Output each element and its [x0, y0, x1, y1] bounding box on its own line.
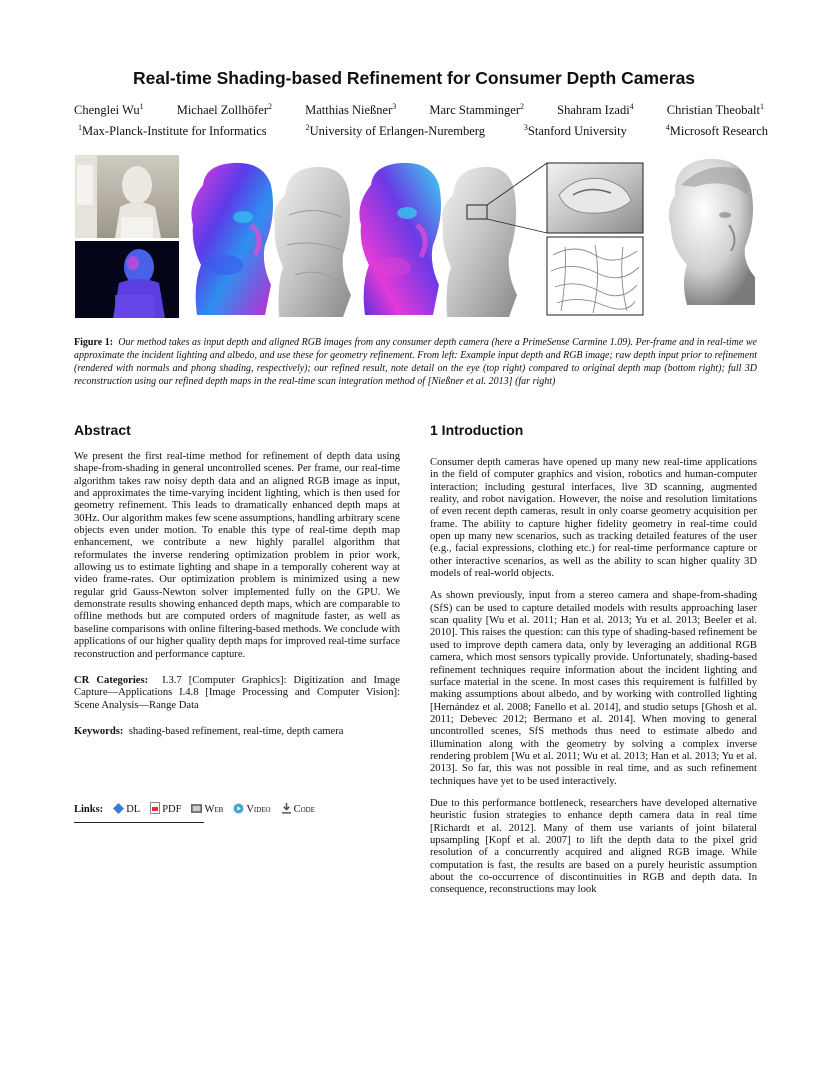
diamond-icon [113, 803, 124, 817]
abstract-text: We present the first real-time method for refinement of depth data using shape-from-shading in general uncontrolled scenes. Per frame, our real-time algorithm takes raw noisy depth data and an aligned RGB image as input, and approximates the time-varying incident lighting, which is then used for geometry refinement. This leads to dramatically enhanced depth maps at 30Hz. Our algorithm makes few scene assumptions, handling arbitrary scene objects even under motion. To enable this type of real-time depth map enhancement, we contribute a new highly parallel algorithm that reformulates the inverse rendering optimization problem in prior work, allowing us to estimate lighting and shape in a temporally coherent way at video frame-rates. Our optimization problem is minimized using a new regular grid Gauss-Newton solver implemented fully on the GPU. We demonstrate results showing enhanced depth maps, which are comparable to offline methods but are computed orders of magnitude faster, as well as baseline comparisons with online filtering-based methods. We conclude with applications of our higher quality depth maps for improved real-time surface reconstruction and performance capture. [74, 451, 400, 660]
affiliation-name: $^4$Microsoft Research [665, 123, 768, 138]
download-icon [281, 803, 292, 817]
refined-phong-render [442, 167, 517, 317]
introduction-heading: 1 Introduction [430, 422, 524, 438]
refined-eye-detail-inset [547, 163, 643, 233]
author-name: Michael Zollhöfer$^2$ [176, 102, 272, 117]
author-name: Chenglei Wu$^1$ [74, 102, 144, 117]
author-name: Christian Theobalt$^1$ [666, 102, 764, 117]
author-name: Matthias Nießner$^3$ [305, 102, 397, 117]
depth-input-image [75, 241, 179, 318]
keywords-text: shading-based refinement, real-time, depth camera [128, 725, 344, 737]
refined-normals-render [359, 163, 441, 315]
affiliation-name: $^3$Stanford University [523, 123, 627, 138]
cr-categories-text: I.3.7 [Computer Graphics]: Digitization and Image Capture—Applications I.4.8 [Image Processing and Computer Vision]: Scene Analysis—Range Data [74, 674, 401, 711]
affiliation-name: $^1$Max-Planck-Institute for Informatics [78, 123, 267, 138]
intro-paragraph-2: As shown previously, input from a stereo camera and shape-from-shading (SfS) can be used to capture detailed models with results approaching laser scan quality [Wu et al. 2011; Han et al. 2013; Yu et al. 2013; Beeler et al. 2010]. This raises the question: can this type of shading-based refinement be used to improve depth camera data, only by leveraging an additional RGB camera, which most sensors typically provide. Unfortunately, shading-based refinement techniques require information about the incident lighting and surface material in the scene. In most cases this requirement is fulfilled by making assumptions about albedo, and by working with controlled lighting [Hernández et al. 2008; Fanello et al. 2014], and studio setups [Ghosh et al. 2011; Debevec 2012; Bermano et al. 2014]. When moving to general uncontrolled scenes, SfS methods thus need to estimate albedo and illumination along with the geometry by solving a complex inverse rendering problem [Wu et al. 2011; Wu et al. 2013; Han et al. 2013; Yu et al. 2013]. So far, this was not possible in real time, and as such refinement techniques have yet to be used interactively. [430, 590, 757, 787]
link-web[interactable]: Web [191, 803, 223, 817]
raw-eye-detail-inset [547, 237, 643, 315]
links-label: Links: [74, 804, 104, 815]
cr-categories [74, 675, 400, 712]
link-video[interactable]: Video [233, 803, 270, 817]
abstract-heading: Abstract [74, 422, 131, 438]
author-name: Shahram Izadi$^4$ [557, 102, 634, 117]
cr-categories-label: CR Categories: [74, 674, 149, 686]
links-bar [74, 802, 315, 817]
link-code[interactable]: Code [281, 803, 315, 817]
rgb-input-image [75, 155, 179, 238]
keywords [74, 726, 400, 738]
pdf-icon [150, 802, 160, 817]
affiliation-name: $^2$University of Erlangen-Nuremberg [305, 123, 485, 138]
full-3d-reconstruction-render [669, 159, 755, 305]
author-name: Marc Stamminger$^2$ [429, 102, 524, 117]
figure-caption-text: Our method takes as input depth and aligned RGB images from any consumer depth camera (here a PrimeSense Carmine 1.09). Per-frame and in real-time we approximate the incident lighting and albedo, and use these for geometry refinement. From left: Example input depth and RGB image; raw depth input prior to refinement (rendered with normals and phong shading, respectively); our refined result, note detail on the eye (top right) compared to original depth map (bottom right); full 3D reconstruction using our refined depth maps in the real-time scan integration method of [Nießner et al. 2013] (far right) [74, 337, 757, 388]
intro-paragraph-1: Consumer depth cameras have opened up many new real-time applications in the field of computer graphics and vision, robotics and human-computer interaction; including gestural interfaces, live 3D scanning, augmented reality, and robot navigation. However, the noise and resolution limitations of even recent depth cameras, result in only coarse geometry acquisition per frame. The ability to capture higher fidelity geometry in real-time could open up many new scenarios, such as tracking detailed features of the user (e.g., facial expressions, clothing etc.) for real-time performance capture or other interactive scenarios, as well as the ability to scan higher quality 3D models of real-world objects. [430, 457, 757, 580]
web-icon [191, 803, 202, 817]
raw-depth-phong-render [274, 167, 351, 317]
link-pdf[interactable]: PDF [150, 802, 181, 817]
affiliation-list [78, 124, 768, 139]
footnote-rule [74, 822, 204, 823]
intro-paragraph-3: Due to this performance bottleneck, researchers have developed alternative heuristic fusion strategies to enhance depth camera data in real time [Richardt et al. 2012]. Many of them use variants of joint bilateral upsampling [Kopf et al. 2007] to lift the depth data to the pixel grid resolution of a concurrently acquired and aligned RGB image. While computation is fast, the results are based on a purely heuristic assumption about the co-occurrence of discontinuities in RGB and depth data. In consequence, reconstructions may look [430, 797, 757, 896]
figure-caption [74, 336, 757, 388]
abstract-column [74, 451, 400, 748]
video-icon [233, 803, 244, 817]
author-list [74, 103, 764, 118]
introduction-column [430, 457, 757, 907]
teaser-figure [75, 155, 755, 318]
paper-title: Real-time Shading-based Refinement for Consumer Depth Cameras [132, 68, 696, 88]
figure-label: Figure 1: [74, 337, 114, 348]
keywords-label: Keywords: [74, 725, 124, 737]
raw-depth-normals-render [191, 163, 273, 315]
link-dl[interactable]: DL [113, 803, 140, 817]
